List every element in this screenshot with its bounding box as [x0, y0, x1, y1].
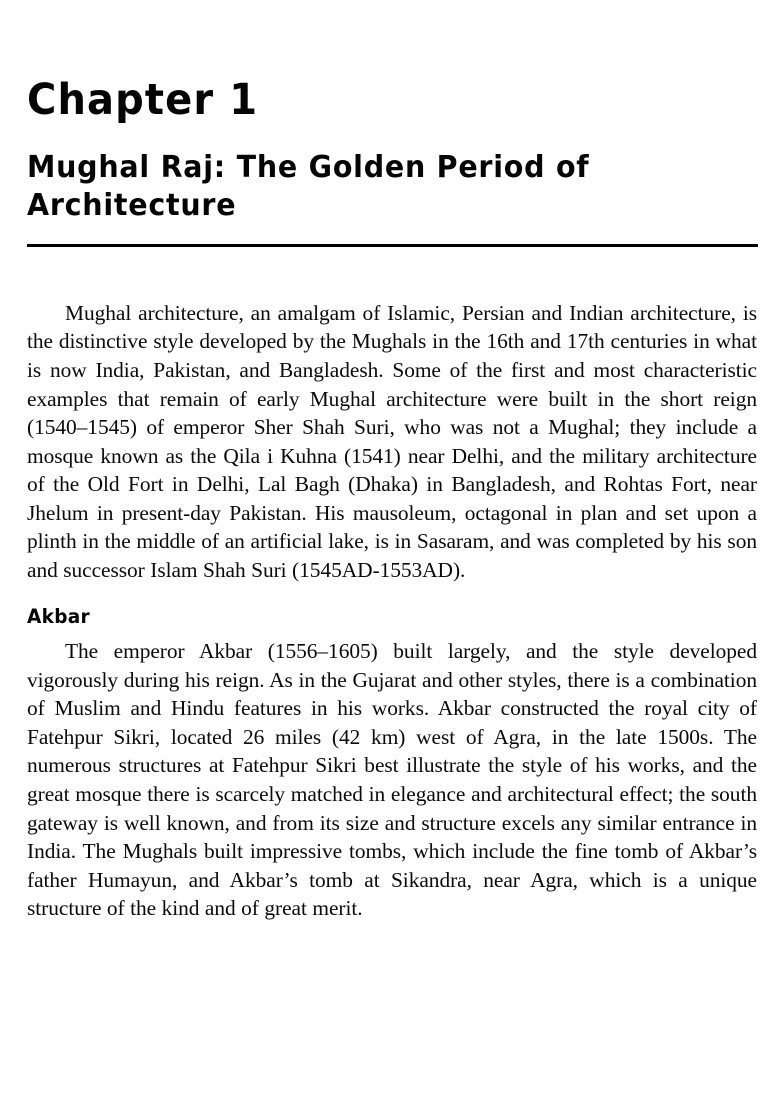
page-content-column: [27, 0, 757, 923]
chapter-title-line-1: Mughal Raj: The Golden Period of: [27, 150, 590, 186]
chapter-title-heading: [27, 123, 616, 225]
section-heading-akbar: Akbar: [27, 604, 90, 628]
chapter-title-line-2: Architecture: [27, 187, 237, 223]
intro-paragraph: Mughal architecture, an amalgam of Islamic, Persian and Indian architecture, is the distinctive style developed by the Mughals in the 16th and 17th centuries in what is now India, Pakistan, and Bangladesh. Some of the first and most characteristic examples that remain of early Mughal architecture were built in the short reign (1540–1545) of emperor Sher Shah Suri, who was not a Mughal; they include a mosque known as the Qila i Kuhna (1541) near Delhi, and the military architecture of the Old Fort in Delhi, Lal Bagh (Dhaka) in Bangladesh, and Rohtas Fort, near Jhelum in present-day Pakistan. His mausoleum, octagonal in plan and set upon a plinth in the middle of an artificial lake, is in Sasaram, and was completed by his son and successor Islam Shah Suri (1545AD-1553AD).: [27, 300, 757, 583]
akbar-paragraph: The emperor Akbar (1556–1605) built largely, and the style developed vigorously during his reign. As in the Gujarat and other styles, there is a combination of Muslim and Hindu features in his works. Akbar constructed the royal city of Fatehpur Sikri, located 26 miles (42 km) west of Agra, in the late 1500s. The numerous structures at Fatehpur Sikri best illustrate the style of his works, and the great mosque there is scarcely matched in elegance and architectural effect; the south gateway is well known, and from its size and structure excels any similar entrance in India. The Mughals built impressive tombs, which include the fine tomb of Akbar’s father Humayun, and Akbar’s tomb at Sikandra, near Agra, which is a unique structure of the kind and of great merit.: [27, 639, 757, 921]
chapter-number-heading: Chapter 1: [27, 75, 259, 125]
